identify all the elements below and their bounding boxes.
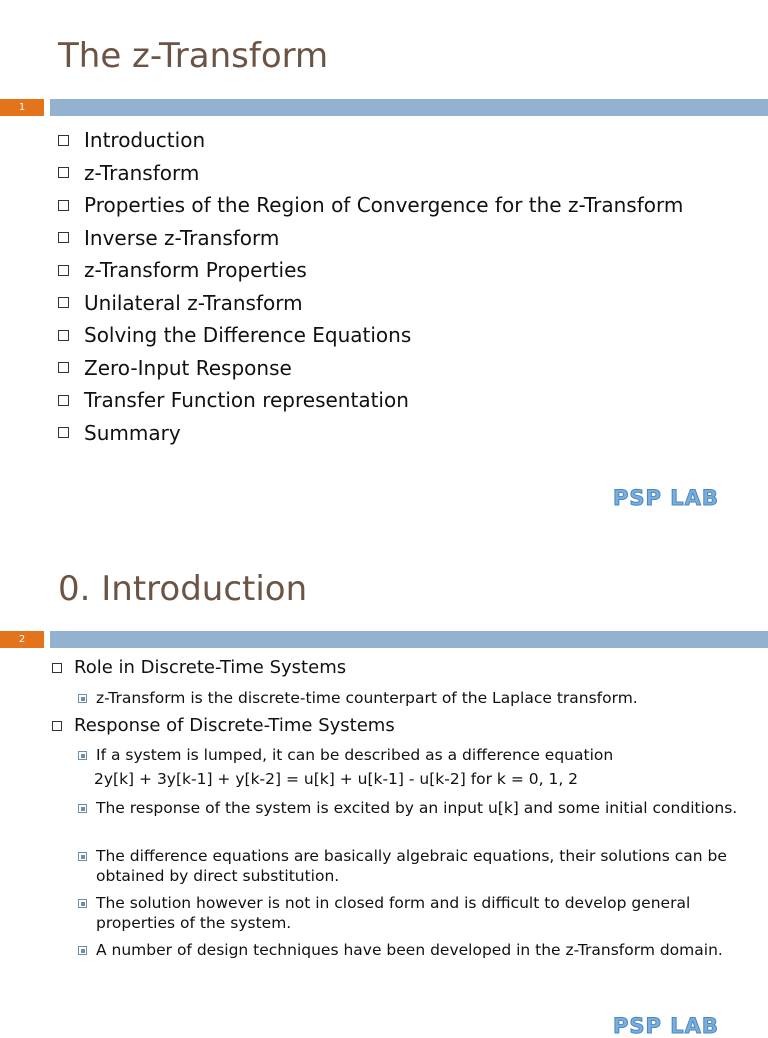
title-band <box>0 631 768 648</box>
bullet-filled-square-icon <box>78 804 87 813</box>
bullet-filled-square-icon <box>78 852 87 861</box>
bullet-filled-square-icon <box>78 751 87 760</box>
bullet-square-icon <box>58 362 69 373</box>
list-item: Properties of the Region of Convergence for the z-Transform <box>58 189 683 222</box>
list-item: A number of design techniques have been developed in the z-Transform domain. <box>78 940 748 960</box>
bullet-square-icon <box>58 167 69 178</box>
slide-number: 1 <box>0 99 44 116</box>
list-item: z-Transform <box>58 157 683 190</box>
bullet-filled-square-icon <box>78 899 87 908</box>
list-item: The response of the system is excited by an input u[k] and some initial conditions. <box>78 798 748 818</box>
psp-lab-logo: PSP LAB <box>613 486 719 510</box>
bullet-square-icon <box>52 721 62 731</box>
list-item: Summary <box>58 417 683 450</box>
slide-1 <box>0 0 768 512</box>
list-item: Zero-Input Response <box>58 352 683 385</box>
table-of-contents <box>58 124 683 449</box>
bullet-square-icon <box>58 265 69 276</box>
bullet-square-icon <box>58 395 69 406</box>
list-item: Transfer Function representation <box>58 384 683 417</box>
bullet-filled-square-icon <box>78 946 87 955</box>
section-heading: Role in Discrete-Time Systems <box>52 657 346 678</box>
list-item: Introduction <box>58 124 683 157</box>
slide-2 <box>0 512 768 1038</box>
psp-lab-logo: PSP LAB <box>613 1014 719 1038</box>
bullet-square-icon <box>58 232 69 243</box>
slide-number: 2 <box>0 631 44 648</box>
bullet-square-icon <box>58 427 69 438</box>
bullet-square-icon <box>58 297 69 308</box>
difference-equation: 2y[k] + 3y[k-1] + y[k-2] = u[k] + u[k-1] - u[k-2] for k = 0, 1, 2 <box>94 770 579 788</box>
bullet-square-icon <box>58 330 69 341</box>
list-item: Solving the Difference Equations <box>58 319 683 352</box>
title-band <box>0 99 768 116</box>
list-item: Unilateral z-Transform <box>58 287 683 320</box>
section-heading: Response of Discrete-Time Systems <box>52 715 395 736</box>
list-item: The solution however is not in closed form and is difficult to develop general properties of the system. <box>78 893 748 933</box>
bullet-square-icon <box>58 200 69 211</box>
list-item: z-Transform Properties <box>58 254 683 287</box>
list-item: The difference equations are basically algebraic equations, their solutions can be obtained by direct substitution. <box>78 846 748 886</box>
list-item: Inverse z-Transform <box>58 222 683 255</box>
bullet-square-icon <box>58 135 69 146</box>
bullet-filled-square-icon <box>78 694 87 703</box>
slide-title: 0. Introduction <box>58 569 308 609</box>
list-item: z-Transform is the discrete-time counterpart of the Laplace transform. <box>78 688 748 708</box>
slide-title: The z-Transform <box>58 36 329 76</box>
bullet-square-icon <box>52 663 62 673</box>
list-item: If a system is lumped, it can be described as a difference equation <box>78 745 748 765</box>
